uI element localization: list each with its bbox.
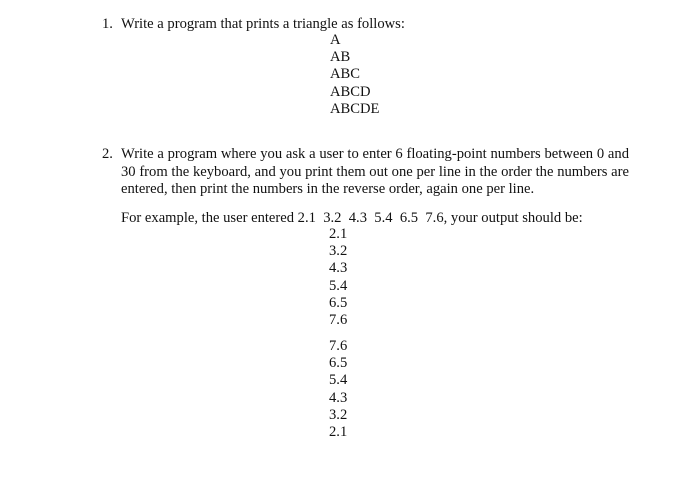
output-value: 6.5 [329, 355, 348, 372]
output-value: 4.3 [329, 389, 348, 406]
q2-number: 2. [102, 146, 113, 162]
triangle-row: A [330, 32, 341, 48]
triangle-row: ABCDE [330, 100, 380, 117]
q2-output-reverse [329, 338, 347, 441]
output-value: 6.5 [329, 294, 348, 311]
output-value: 3.2 [329, 406, 348, 423]
output-value: 5.4 [329, 372, 348, 389]
q2-output-forward [329, 226, 347, 329]
q1-number: 1. [102, 16, 113, 32]
output-value: 2.1 [329, 424, 348, 441]
output-value: 2.1 [329, 226, 348, 242]
output-value: 7.6 [329, 312, 348, 329]
triangle-row: ABCD [330, 83, 371, 100]
triangle-row: ABC [330, 66, 361, 83]
output-value: 3.2 [329, 243, 348, 260]
triangle-row: AB [330, 49, 351, 66]
q1-triangle-output [330, 32, 379, 118]
output-value: 4.3 [329, 260, 348, 277]
q2-example: For example, the user entered 2.1 3.2 4.3 5.4 6.5 7.6, your output should be: [121, 210, 583, 226]
output-value: 5.4 [329, 277, 348, 294]
q1-prompt: Write a program that prints a triangle as follows: [121, 16, 405, 32]
q2-prompt: Write a program where you ask a user to enter 6 floating-point numbers between 0 and 30 from the keyboard, and you print them out one per line in the order the numbers are entered, then print the numbers in the reverse order, again one per line. [121, 146, 629, 197]
output-value: 7.6 [329, 338, 348, 354]
